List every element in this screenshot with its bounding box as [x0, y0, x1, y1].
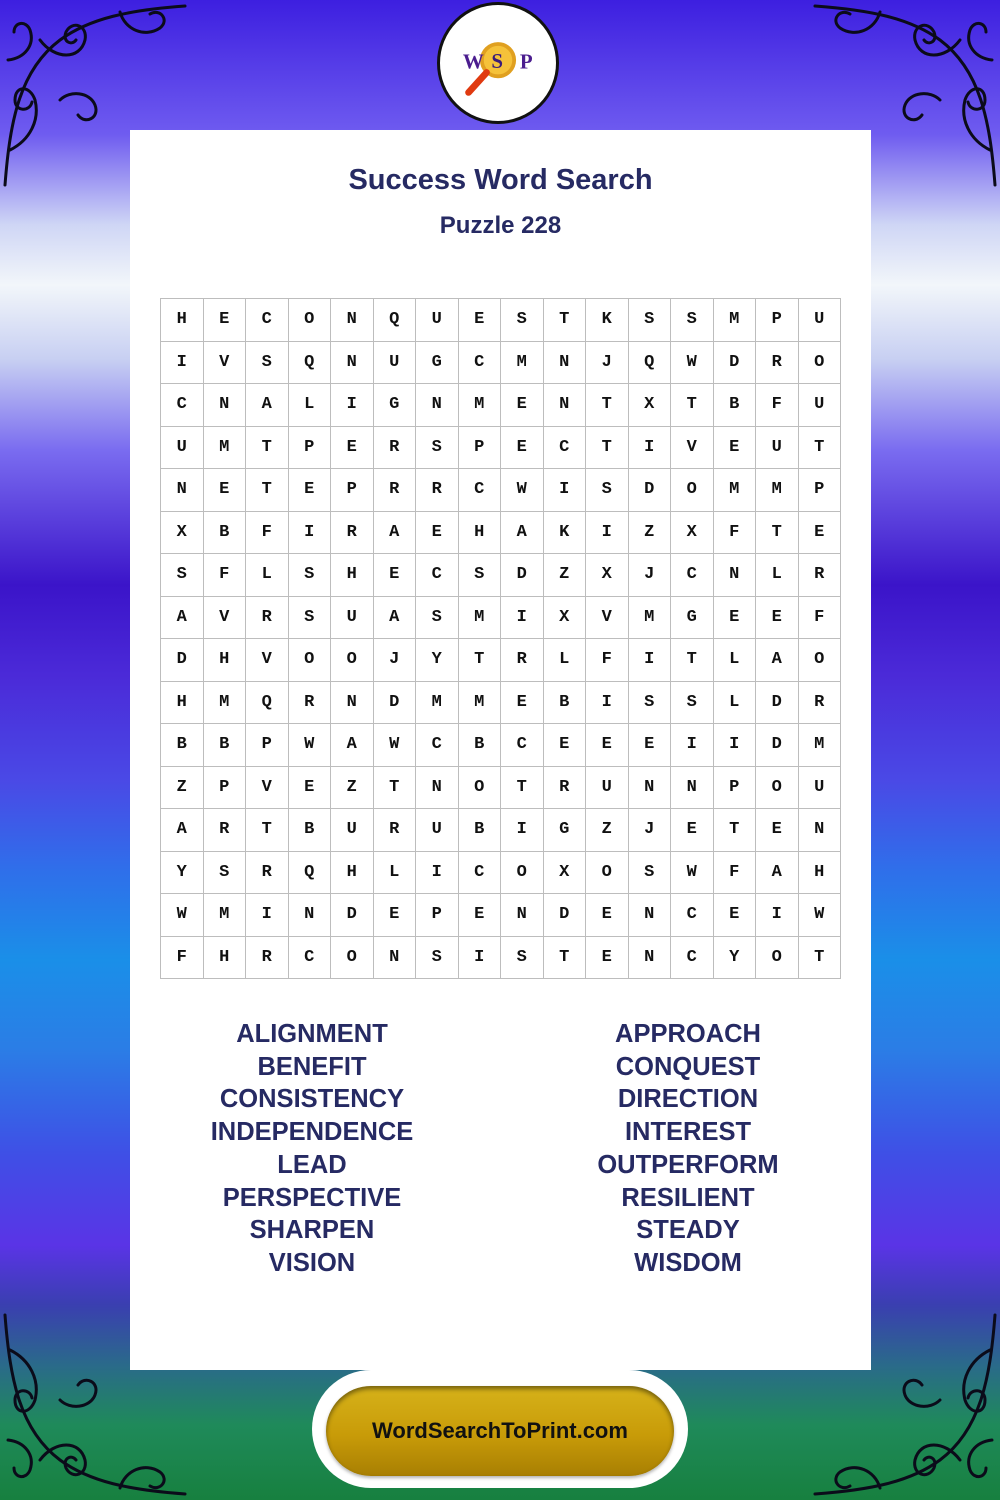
- grid-cell[interactable]: R: [799, 554, 842, 597]
- grid-cell[interactable]: S: [629, 852, 672, 895]
- site-link-button[interactable]: [326, 1386, 674, 1476]
- grid-cell[interactable]: Q: [246, 682, 289, 725]
- grid-cell[interactable]: S: [671, 299, 714, 342]
- grid-cell[interactable]: B: [714, 384, 757, 427]
- grid-cell[interactable]: I: [459, 937, 502, 980]
- grid-cell[interactable]: O: [289, 299, 332, 342]
- grid-cell[interactable]: E: [671, 809, 714, 852]
- grid-cell[interactable]: L: [714, 639, 757, 682]
- grid-cell[interactable]: Q: [629, 342, 672, 385]
- grid-cell[interactable]: O: [799, 342, 842, 385]
- grid-cell[interactable]: R: [756, 342, 799, 385]
- grid-cell[interactable]: E: [629, 724, 672, 767]
- grid-cell[interactable]: T: [671, 639, 714, 682]
- grid-cell[interactable]: M: [204, 682, 247, 725]
- grid-cell[interactable]: E: [289, 469, 332, 512]
- grid-cell[interactable]: M: [756, 469, 799, 512]
- grid-cell[interactable]: D: [544, 894, 587, 937]
- grid-cell[interactable]: T: [459, 639, 502, 682]
- grid-cell[interactable]: V: [671, 427, 714, 470]
- grid-cell[interactable]: L: [289, 384, 332, 427]
- grid-cell[interactable]: L: [714, 682, 757, 725]
- grid-cell[interactable]: R: [799, 682, 842, 725]
- grid-cell[interactable]: T: [246, 427, 289, 470]
- grid-cell[interactable]: W: [799, 894, 842, 937]
- grid-cell[interactable]: E: [544, 724, 587, 767]
- grid-cell[interactable]: E: [416, 512, 459, 555]
- grid-cell[interactable]: B: [459, 724, 502, 767]
- grid-cell[interactable]: L: [756, 554, 799, 597]
- word-list-right: [538, 1018, 838, 1280]
- grid-cell[interactable]: Q: [289, 342, 332, 385]
- grid-cell[interactable]: P: [416, 894, 459, 937]
- grid-cell[interactable]: N: [714, 554, 757, 597]
- grid-cell[interactable]: N: [416, 384, 459, 427]
- grid-cell[interactable]: I: [246, 894, 289, 937]
- grid-cell[interactable]: T: [671, 384, 714, 427]
- grid-cell[interactable]: F: [586, 639, 629, 682]
- grid-cell[interactable]: A: [501, 512, 544, 555]
- grid-cell[interactable]: C: [289, 937, 332, 980]
- grid-cell[interactable]: R: [246, 937, 289, 980]
- grid-cell[interactable]: A: [246, 384, 289, 427]
- grid-cell[interactable]: X: [544, 852, 587, 895]
- grid-cell[interactable]: S: [629, 299, 672, 342]
- grid-cell[interactable]: B: [289, 809, 332, 852]
- grid-cell[interactable]: H: [459, 512, 502, 555]
- grid-cell[interactable]: E: [586, 894, 629, 937]
- grid-cell[interactable]: E: [204, 469, 247, 512]
- grid-cell[interactable]: T: [799, 427, 842, 470]
- grid-cell[interactable]: U: [331, 597, 374, 640]
- grid-cell[interactable]: V: [246, 767, 289, 810]
- grid-cell[interactable]: O: [756, 937, 799, 980]
- grid-cell[interactable]: D: [374, 682, 417, 725]
- grid-cell[interactable]: W: [671, 342, 714, 385]
- grid-cell[interactable]: T: [586, 427, 629, 470]
- grid-cell[interactable]: B: [204, 724, 247, 767]
- grid-cell[interactable]: O: [799, 639, 842, 682]
- grid-cell[interactable]: I: [629, 639, 672, 682]
- grid-cell[interactable]: N: [374, 937, 417, 980]
- grid-cell[interactable]: N: [331, 342, 374, 385]
- grid-cell[interactable]: E: [331, 427, 374, 470]
- grid-cell[interactable]: N: [161, 469, 204, 512]
- grid-cell[interactable]: U: [799, 384, 842, 427]
- grid-cell[interactable]: T: [756, 512, 799, 555]
- grid-cell[interactable]: D: [714, 342, 757, 385]
- grid-cell[interactable]: A: [756, 852, 799, 895]
- word-list-item: VISION: [268, 1248, 356, 1277]
- grid-cell[interactable]: B: [161, 724, 204, 767]
- grid-cell[interactable]: I: [544, 469, 587, 512]
- grid-cell[interactable]: R: [374, 427, 417, 470]
- grid-cell[interactable]: M: [714, 299, 757, 342]
- word-list-item: LEAD: [277, 1150, 347, 1179]
- grid-cell[interactable]: I: [331, 384, 374, 427]
- grid-cell[interactable]: W: [374, 724, 417, 767]
- grid-cell[interactable]: P: [246, 724, 289, 767]
- grid-cell[interactable]: S: [416, 937, 459, 980]
- grid-cell[interactable]: C: [501, 724, 544, 767]
- grid-cell[interactable]: V: [586, 597, 629, 640]
- grid-cell[interactable]: L: [246, 554, 289, 597]
- grid-cell[interactable]: O: [459, 767, 502, 810]
- grid-cell[interactable]: R: [416, 469, 459, 512]
- grid-cell[interactable]: H: [161, 299, 204, 342]
- grid-cell[interactable]: F: [756, 384, 799, 427]
- grid-cell[interactable]: P: [459, 427, 502, 470]
- grid-cell[interactable]: P: [289, 427, 332, 470]
- grid-cell[interactable]: I: [586, 512, 629, 555]
- grid-cell[interactable]: C: [459, 342, 502, 385]
- grid-cell[interactable]: U: [331, 809, 374, 852]
- grid-cell[interactable]: A: [374, 512, 417, 555]
- grid-cell[interactable]: D: [501, 554, 544, 597]
- grid-cell[interactable]: Z: [161, 767, 204, 810]
- grid-cell[interactable]: S: [416, 427, 459, 470]
- grid-cell[interactable]: Q: [374, 299, 417, 342]
- grid-cell[interactable]: A: [331, 724, 374, 767]
- grid-cell[interactable]: S: [246, 342, 289, 385]
- grid-cell[interactable]: E: [501, 384, 544, 427]
- word-list-item: CONQUEST: [615, 1052, 761, 1081]
- grid-cell[interactable]: Z: [586, 809, 629, 852]
- grid-cell[interactable]: X: [629, 384, 672, 427]
- grid-cell[interactable]: S: [501, 299, 544, 342]
- grid-cell[interactable]: E: [501, 682, 544, 725]
- grid-cell[interactable]: A: [374, 597, 417, 640]
- grid-cell[interactable]: N: [544, 384, 587, 427]
- grid-cell[interactable]: H: [331, 554, 374, 597]
- grid-cell[interactable]: B: [204, 512, 247, 555]
- grid-cell[interactable]: U: [374, 342, 417, 385]
- grid-cell[interactable]: L: [374, 852, 417, 895]
- grid-cell[interactable]: M: [204, 894, 247, 937]
- grid-cell[interactable]: O: [331, 639, 374, 682]
- grid-cell[interactable]: S: [586, 469, 629, 512]
- grid-cell[interactable]: P: [204, 767, 247, 810]
- grid-cell[interactable]: N: [799, 809, 842, 852]
- grid-cell[interactable]: G: [416, 342, 459, 385]
- footer-badge: [312, 1370, 688, 1488]
- grid-cell[interactable]: D: [756, 682, 799, 725]
- grid-cell[interactable]: E: [756, 809, 799, 852]
- grid-cell[interactable]: T: [501, 767, 544, 810]
- grid-cell[interactable]: O: [331, 937, 374, 980]
- grid-cell[interactable]: E: [374, 894, 417, 937]
- grid-cell[interactable]: M: [459, 682, 502, 725]
- grid-cell[interactable]: C: [459, 469, 502, 512]
- grid-cell[interactable]: F: [799, 597, 842, 640]
- grid-cell[interactable]: U: [586, 767, 629, 810]
- grid-cell[interactable]: A: [161, 809, 204, 852]
- grid-cell[interactable]: U: [799, 299, 842, 342]
- grid-cell[interactable]: C: [671, 937, 714, 980]
- grid-cell[interactable]: E: [799, 512, 842, 555]
- grid-cell[interactable]: W: [289, 724, 332, 767]
- grid-cell[interactable]: A: [756, 639, 799, 682]
- grid-cell[interactable]: M: [799, 724, 842, 767]
- puzzle-number: Puzzle 228: [439, 212, 562, 239]
- grid-cell[interactable]: F: [246, 512, 289, 555]
- letter-grid: [160, 298, 841, 979]
- grid-cell[interactable]: E: [756, 597, 799, 640]
- grid-cell[interactable]: S: [629, 682, 672, 725]
- grid-cell[interactable]: N: [331, 299, 374, 342]
- grid-cell[interactable]: Y: [416, 639, 459, 682]
- grid-cell[interactable]: M: [416, 682, 459, 725]
- grid-cell[interactable]: W: [501, 469, 544, 512]
- grid-cell[interactable]: R: [544, 767, 587, 810]
- grid-cell[interactable]: U: [161, 427, 204, 470]
- grid-cell[interactable]: B: [459, 809, 502, 852]
- grid-cell[interactable]: R: [204, 809, 247, 852]
- grid-cell[interactable]: C: [671, 894, 714, 937]
- grid-cell[interactable]: X: [544, 597, 587, 640]
- grid-cell[interactable]: J: [586, 342, 629, 385]
- grid-cell[interactable]: I: [161, 342, 204, 385]
- grid-cell[interactable]: J: [374, 639, 417, 682]
- grid-cell[interactable]: S: [671, 682, 714, 725]
- grid-cell[interactable]: A: [161, 597, 204, 640]
- grid-cell[interactable]: I: [501, 597, 544, 640]
- grid-cell[interactable]: E: [459, 894, 502, 937]
- grid-cell[interactable]: S: [416, 597, 459, 640]
- grid-cell[interactable]: G: [544, 809, 587, 852]
- word-list-item: CONSISTENCY: [219, 1085, 405, 1114]
- wsp-logo[interactable]: [437, 2, 559, 124]
- grid-cell[interactable]: U: [416, 809, 459, 852]
- grid-cell[interactable]: R: [374, 469, 417, 512]
- grid-cell[interactable]: E: [501, 427, 544, 470]
- grid-cell[interactable]: Z: [629, 512, 672, 555]
- page-title: Success Word Search: [348, 164, 653, 196]
- grid-cell[interactable]: D: [331, 894, 374, 937]
- grid-cell[interactable]: X: [161, 512, 204, 555]
- word-list-left: [162, 1018, 462, 1280]
- grid-cell[interactable]: D: [161, 639, 204, 682]
- grid-cell[interactable]: R: [331, 512, 374, 555]
- grid-cell[interactable]: P: [714, 767, 757, 810]
- grid-cell[interactable]: T: [586, 384, 629, 427]
- grid-cell[interactable]: E: [289, 767, 332, 810]
- grid-cell[interactable]: H: [161, 682, 204, 725]
- word-list-item: STEADY: [636, 1216, 740, 1245]
- word-list-item: ALIGNMENT: [236, 1020, 388, 1048]
- grid-cell[interactable]: I: [671, 724, 714, 767]
- grid-cell[interactable]: R: [289, 682, 332, 725]
- grid-cell[interactable]: S: [501, 937, 544, 980]
- grid-cell[interactable]: O: [756, 767, 799, 810]
- grid-cell[interactable]: O: [289, 639, 332, 682]
- grid-cell[interactable]: Z: [331, 767, 374, 810]
- grid-cell[interactable]: S: [204, 852, 247, 895]
- grid-cell[interactable]: T: [799, 937, 842, 980]
- grid-cell[interactable]: N: [629, 894, 672, 937]
- word-list-item: WISDOM: [634, 1248, 742, 1277]
- grid-cell[interactable]: V: [204, 597, 247, 640]
- grid-cell[interactable]: T: [544, 937, 587, 980]
- word-list-item: INTEREST: [624, 1118, 752, 1147]
- word-list-item: SHARPEN: [249, 1216, 375, 1245]
- word-list-item: OUTPERFORM: [597, 1150, 779, 1179]
- grid-cell[interactable]: E: [714, 427, 757, 470]
- grid-cell[interactable]: N: [416, 767, 459, 810]
- grid-cell[interactable]: H: [331, 852, 374, 895]
- grid-cell[interactable]: S: [161, 554, 204, 597]
- grid-cell[interactable]: I: [586, 682, 629, 725]
- grid-cell[interactable]: C: [459, 852, 502, 895]
- grid-cell[interactable]: P: [799, 469, 842, 512]
- grid-cell[interactable]: R: [501, 639, 544, 682]
- grid-cell[interactable]: O: [671, 469, 714, 512]
- grid-cell[interactable]: O: [501, 852, 544, 895]
- word-list-item: INDEPENDENCE: [210, 1118, 414, 1147]
- grid-cell[interactable]: I: [756, 894, 799, 937]
- grid-cell[interactable]: M: [459, 384, 502, 427]
- grid-cell[interactable]: E: [374, 554, 417, 597]
- grid-cell[interactable]: D: [756, 724, 799, 767]
- grid-cell[interactable]: C: [246, 299, 289, 342]
- grid-cell[interactable]: T: [714, 809, 757, 852]
- grid-cell[interactable]: U: [756, 427, 799, 470]
- grid-cell[interactable]: E: [586, 724, 629, 767]
- grid-cell[interactable]: I: [629, 427, 672, 470]
- grid-cell[interactable]: G: [374, 384, 417, 427]
- grid-cell[interactable]: C: [544, 427, 587, 470]
- site-link-label: WordSearchToPrint.com: [372, 1418, 628, 1443]
- grid-cell[interactable]: E: [586, 937, 629, 980]
- grid-cell[interactable]: N: [544, 342, 587, 385]
- grid-cell[interactable]: X: [671, 512, 714, 555]
- grid-cell[interactable]: R: [246, 597, 289, 640]
- logo-letter-p: P: [519, 49, 533, 74]
- grid-cell[interactable]: T: [246, 469, 289, 512]
- grid-cell[interactable]: H: [799, 852, 842, 895]
- grid-cell[interactable]: X: [586, 554, 629, 597]
- grid-cell[interactable]: K: [544, 512, 587, 555]
- grid-cell[interactable]: P: [756, 299, 799, 342]
- grid-cell[interactable]: N: [331, 682, 374, 725]
- grid-cell[interactable]: Y: [161, 852, 204, 895]
- grid-cell[interactable]: C: [416, 554, 459, 597]
- grid-cell[interactable]: R: [246, 852, 289, 895]
- grid-cell[interactable]: F: [714, 512, 757, 555]
- grid-cell[interactable]: J: [629, 554, 672, 597]
- word-list-item: APPROACH: [615, 1020, 761, 1048]
- grid-cell[interactable]: I: [416, 852, 459, 895]
- grid-cell[interactable]: M: [204, 427, 247, 470]
- grid-cell[interactable]: V: [204, 342, 247, 385]
- grid-cell[interactable]: K: [586, 299, 629, 342]
- logo-letter-s: S: [491, 48, 503, 73]
- puzzle-card: [130, 130, 871, 1370]
- grid-cell[interactable]: E: [459, 299, 502, 342]
- grid-cell[interactable]: C: [416, 724, 459, 767]
- grid-cell[interactable]: N: [289, 894, 332, 937]
- grid-cell[interactable]: T: [544, 299, 587, 342]
- grid-cell[interactable]: R: [374, 809, 417, 852]
- grid-cell[interactable]: O: [586, 852, 629, 895]
- grid-cell[interactable]: F: [714, 852, 757, 895]
- grid-cell[interactable]: W: [671, 852, 714, 895]
- grid-cell[interactable]: E: [204, 299, 247, 342]
- grid-cell[interactable]: S: [289, 554, 332, 597]
- grid-cell[interactable]: J: [629, 809, 672, 852]
- grid-cell[interactable]: N: [629, 937, 672, 980]
- grid-cell[interactable]: E: [714, 894, 757, 937]
- grid-cell[interactable]: N: [204, 384, 247, 427]
- grid-cell[interactable]: S: [459, 554, 502, 597]
- grid-cell[interactable]: I: [501, 809, 544, 852]
- grid-cell[interactable]: M: [501, 342, 544, 385]
- grid-cell[interactable]: D: [629, 469, 672, 512]
- grid-cell[interactable]: F: [204, 554, 247, 597]
- grid-cell[interactable]: M: [714, 469, 757, 512]
- grid-cell[interactable]: N: [501, 894, 544, 937]
- grid-cell[interactable]: W: [161, 894, 204, 937]
- grid-cell[interactable]: N: [671, 767, 714, 810]
- grid-cell[interactable]: Z: [544, 554, 587, 597]
- grid-cell[interactable]: C: [161, 384, 204, 427]
- word-list-item: BENEFIT: [257, 1052, 367, 1081]
- grid-cell[interactable]: Y: [714, 937, 757, 980]
- grid-cell[interactable]: G: [671, 597, 714, 640]
- grid-cell[interactable]: V: [246, 639, 289, 682]
- grid-cell[interactable]: T: [374, 767, 417, 810]
- grid-cell[interactable]: E: [714, 597, 757, 640]
- logo-letter-w: W: [462, 49, 484, 74]
- grid-cell[interactable]: F: [161, 937, 204, 980]
- grid-cell[interactable]: M: [459, 597, 502, 640]
- word-list-item: PERSPECTIVE: [222, 1183, 402, 1212]
- grid-cell[interactable]: U: [416, 299, 459, 342]
- word-list-item: DIRECTION: [617, 1085, 759, 1114]
- grid-cell[interactable]: M: [629, 597, 672, 640]
- grid-cell[interactable]: Q: [289, 852, 332, 895]
- grid-cell[interactable]: S: [289, 597, 332, 640]
- grid-cell[interactable]: U: [799, 767, 842, 810]
- grid-cell[interactable]: H: [204, 639, 247, 682]
- grid-cell[interactable]: N: [629, 767, 672, 810]
- grid-cell[interactable]: T: [246, 809, 289, 852]
- grid-cell[interactable]: I: [714, 724, 757, 767]
- word-list-item: RESILIENT: [621, 1183, 755, 1212]
- grid-cell[interactable]: B: [544, 682, 587, 725]
- grid-cell[interactable]: C: [671, 554, 714, 597]
- grid-cell[interactable]: P: [331, 469, 374, 512]
- grid-cell[interactable]: H: [204, 937, 247, 980]
- grid-cell[interactable]: L: [544, 639, 587, 682]
- grid-cell[interactable]: I: [289, 512, 332, 555]
